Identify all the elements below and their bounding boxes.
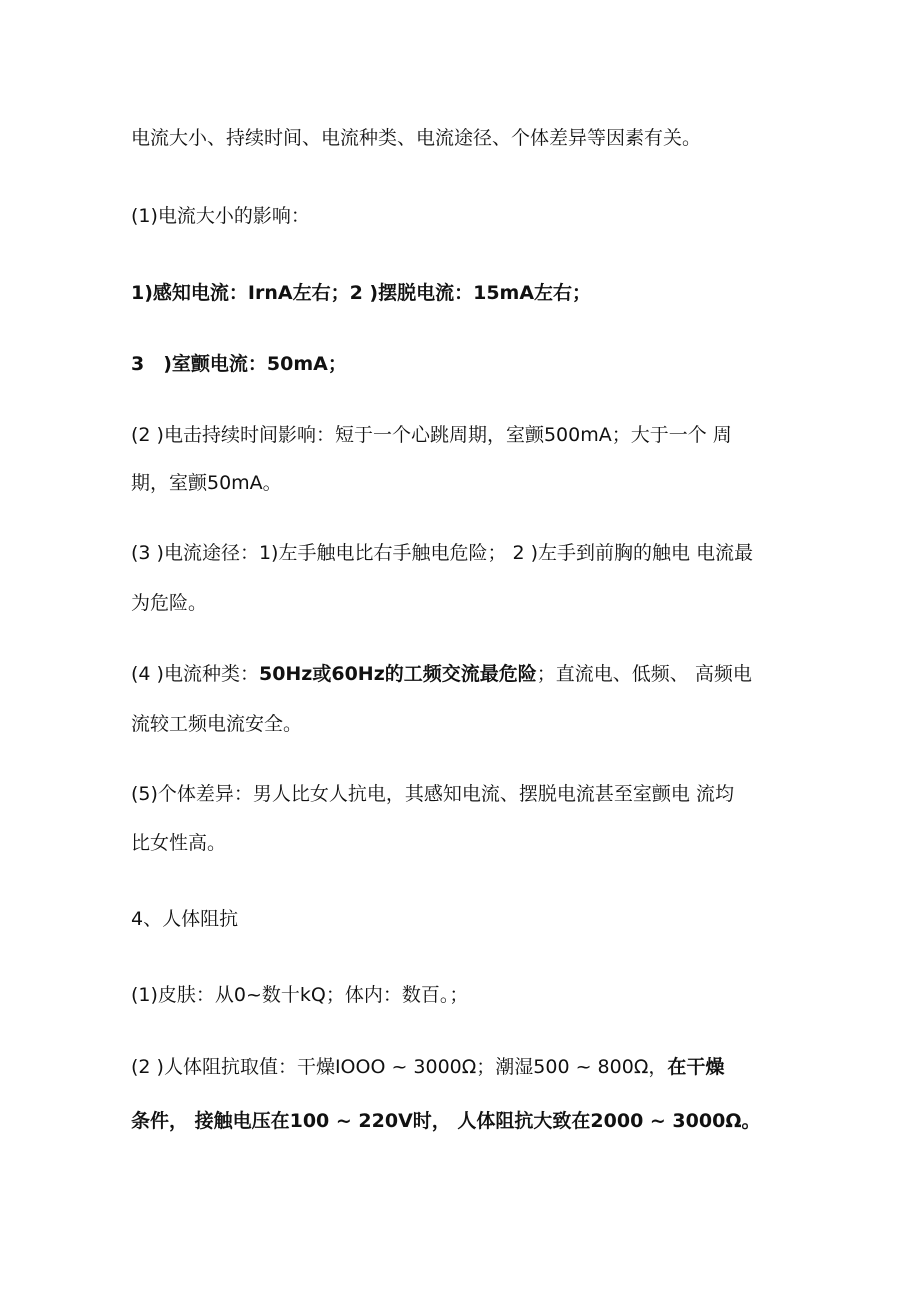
current-path-line-2: 为危险。 — [131, 592, 208, 614]
impedance-values-text: (2 )人体阻抗取值：干燥IOOO ~ 3000Ω；潮湿500 ~ 800Ω， — [131, 1056, 668, 1078]
current-type-label: (4 )电流种类： — [131, 663, 259, 685]
individual-difference-line-1: (5)个体差异：男人比女人抗电，其感知电流、摆脱电流甚至室颤电 流均 — [131, 783, 734, 805]
heading-current-magnitude: (1)电流大小的影响： — [131, 205, 310, 227]
duration-effect-line-1: (2 )电击持续时间影响：短于一个心跳周期，室颤500mA；大于一个 周 — [131, 424, 732, 446]
impedance-values-emphasis: 在干燥 — [667, 1056, 725, 1078]
impedance-values-line-2: 条件， 接触电压在100 ~ 220V时， 人体阻抗大致在2000 ~ 3000Ω。 — [131, 1110, 761, 1132]
current-type-line-1 — [131, 663, 752, 685]
section-heading-body-impedance: 4、人体阻抗 — [131, 908, 239, 930]
current-type-line-2: 流较工频电流安全。 — [131, 713, 303, 735]
perception-let-go-current: 1)感知电流：IrnA左右；2 )摆脱电流：15mA左右； — [131, 282, 592, 304]
current-type-emphasis: 50Hz或60Hz的工频交流最危险 — [258, 663, 537, 685]
impedance-values-line-1 — [131, 1056, 724, 1078]
fibrillation-current: 3 )室颤电流：50mA； — [131, 353, 347, 375]
current-type-rest: ；直流电、低频、 高频电 — [536, 663, 752, 685]
current-path-line-1: (3 )电流途径：1)左手触电比右手触电危险； 2 )左手到前胸的触电 电流最 — [131, 542, 754, 564]
duration-effect-line-2: 期，室颤50mA。 — [131, 472, 282, 494]
paragraph-intro: 电流大小、持续时间、电流种类、电流途径、个体差异等因素有关。 — [131, 127, 702, 149]
skin-impedance: (1)皮肤：从0~数十kQ；体内：数百。； — [131, 984, 469, 1006]
individual-difference-line-2: 比女性高。 — [131, 832, 227, 854]
